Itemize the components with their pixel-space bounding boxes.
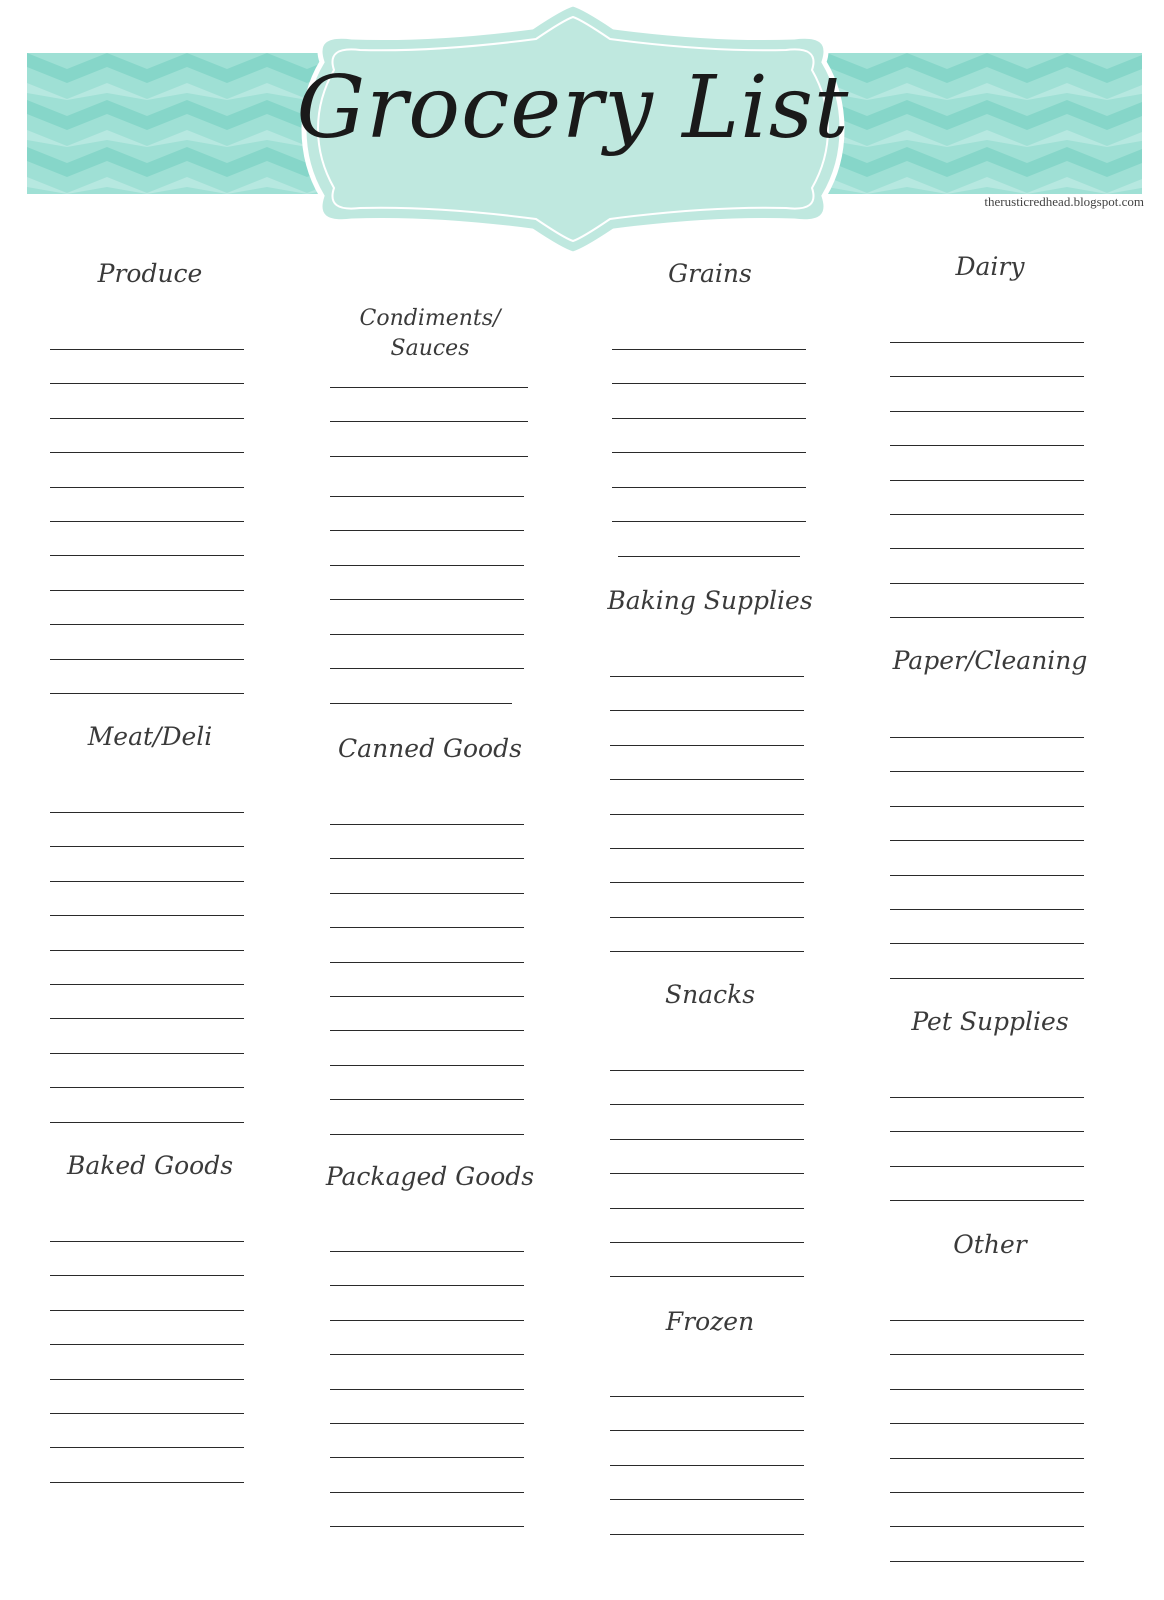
write-line-dairy[interactable]: [890, 548, 1084, 549]
write-line-baking-supplies[interactable]: [610, 745, 804, 746]
section-title-packaged-goods: Packaged Goods: [325, 1162, 535, 1191]
write-line-meat-deli[interactable]: [50, 881, 244, 882]
write-line-frozen[interactable]: [610, 1534, 804, 1535]
write-line-paper-cleaning[interactable]: [890, 737, 1084, 738]
write-line-packaged-goods[interactable]: [330, 1389, 524, 1390]
write-line-condiments-sauces[interactable]: [330, 599, 524, 600]
write-line-pet-supplies[interactable]: [890, 1200, 1084, 1201]
write-line-snacks[interactable]: [610, 1104, 804, 1105]
write-line-packaged-goods[interactable]: [330, 1457, 524, 1458]
write-line-packaged-goods[interactable]: [330, 1320, 524, 1321]
write-line-baking-supplies[interactable]: [610, 848, 804, 849]
write-line-baking-supplies[interactable]: [610, 779, 804, 780]
write-line-paper-cleaning[interactable]: [890, 943, 1084, 944]
write-line-paper-cleaning[interactable]: [890, 909, 1084, 910]
write-line-condiments-sauces[interactable]: [330, 456, 528, 457]
write-line-canned-goods[interactable]: [330, 1134, 524, 1135]
write-line-paper-cleaning[interactable]: [890, 840, 1084, 841]
write-line-other[interactable]: [890, 1492, 1084, 1493]
write-line-frozen[interactable]: [610, 1499, 804, 1500]
write-line-canned-goods[interactable]: [330, 893, 524, 894]
write-line-condiments-sauces[interactable]: [330, 565, 524, 566]
write-line-snacks[interactable]: [610, 1276, 804, 1277]
section-title-condiments-sauces: Condiments/ Sauces: [359, 306, 501, 361]
section-title-grains: Grains: [668, 259, 752, 288]
write-line-produce[interactable]: [50, 418, 244, 419]
write-line-baking-supplies[interactable]: [610, 951, 804, 952]
write-line-baked-goods[interactable]: [50, 1413, 244, 1414]
write-line-meat-deli[interactable]: [50, 1122, 244, 1123]
write-line-snacks[interactable]: [610, 1208, 804, 1209]
section-title-baking-supplies: Baking Supplies: [607, 586, 813, 615]
write-line-paper-cleaning[interactable]: [890, 771, 1084, 772]
write-line-meat-deli[interactable]: [50, 950, 244, 951]
section-title-canned-goods: Canned Goods: [338, 734, 522, 763]
write-line-baked-goods[interactable]: [50, 1310, 244, 1311]
write-line-condiments-sauces[interactable]: [330, 634, 524, 635]
write-line-snacks[interactable]: [610, 1173, 804, 1174]
write-line-packaged-goods[interactable]: [330, 1492, 524, 1493]
write-line-paper-cleaning[interactable]: [890, 978, 1084, 979]
write-line-baked-goods[interactable]: [50, 1379, 244, 1380]
section-title-snacks: Snacks: [664, 980, 756, 1009]
write-line-canned-goods[interactable]: [330, 1065, 524, 1066]
write-line-baked-goods[interactable]: [50, 1275, 244, 1276]
write-line-other[interactable]: [890, 1561, 1084, 1562]
write-line-condiments-sauces[interactable]: [330, 668, 524, 669]
write-line-grains[interactable]: [612, 487, 806, 488]
section-title-dairy: Dairy: [955, 252, 1025, 281]
write-line-other[interactable]: [890, 1354, 1084, 1355]
write-line-other[interactable]: [890, 1526, 1084, 1527]
write-line-produce[interactable]: [50, 624, 244, 625]
write-line-baking-supplies[interactable]: [610, 917, 804, 918]
write-line-canned-goods[interactable]: [330, 996, 524, 997]
write-line-dairy[interactable]: [890, 445, 1084, 446]
write-line-dairy[interactable]: [890, 617, 1084, 618]
write-line-pet-supplies[interactable]: [890, 1166, 1084, 1167]
write-line-canned-goods[interactable]: [330, 927, 524, 928]
write-line-condiments-sauces[interactable]: [330, 421, 528, 422]
write-line-paper-cleaning[interactable]: [890, 875, 1084, 876]
write-line-frozen[interactable]: [610, 1430, 804, 1431]
write-line-dairy[interactable]: [890, 411, 1084, 412]
write-line-condiments-sauces[interactable]: [330, 703, 512, 704]
credit-text: therusticredhead.blogspot.com: [984, 194, 1144, 209]
write-line-grains[interactable]: [612, 418, 806, 419]
write-line-snacks[interactable]: [610, 1139, 804, 1140]
write-line-frozen[interactable]: [610, 1396, 804, 1397]
write-line-paper-cleaning[interactable]: [890, 806, 1084, 807]
write-line-other[interactable]: [890, 1320, 1084, 1321]
write-line-produce[interactable]: [50, 555, 244, 556]
write-line-packaged-goods[interactable]: [330, 1526, 524, 1527]
section-title-other: Other: [953, 1230, 1027, 1259]
write-line-pet-supplies[interactable]: [890, 1097, 1084, 1098]
write-line-meat-deli[interactable]: [50, 1087, 244, 1088]
write-line-canned-goods[interactable]: [330, 1099, 524, 1100]
write-line-meat-deli[interactable]: [50, 846, 244, 847]
write-line-meat-deli[interactable]: [50, 1053, 244, 1054]
write-line-grains[interactable]: [618, 556, 800, 557]
write-line-baking-supplies[interactable]: [610, 882, 804, 883]
write-line-canned-goods[interactable]: [330, 1030, 524, 1031]
write-line-produce[interactable]: [50, 487, 244, 488]
write-line-meat-deli[interactable]: [50, 984, 244, 985]
write-line-other[interactable]: [890, 1458, 1084, 1459]
section-title-baked-goods: Baked Goods: [66, 1151, 234, 1180]
write-line-grains[interactable]: [612, 383, 806, 384]
write-line-condiments-sauces[interactable]: [330, 387, 528, 388]
write-line-packaged-goods[interactable]: [330, 1423, 524, 1424]
section-title-produce: Produce: [97, 259, 203, 288]
write-line-baking-supplies[interactable]: [610, 814, 804, 815]
write-line-grains[interactable]: [612, 349, 806, 350]
write-line-packaged-goods[interactable]: [330, 1285, 524, 1286]
write-line-dairy[interactable]: [890, 342, 1084, 343]
write-line-produce[interactable]: [50, 693, 244, 694]
write-line-canned-goods[interactable]: [330, 824, 524, 825]
section-title-meat-deli: Meat/Deli: [87, 722, 213, 751]
write-line-baked-goods[interactable]: [50, 1344, 244, 1345]
write-line-canned-goods[interactable]: [330, 962, 524, 963]
write-line-baked-goods[interactable]: [50, 1447, 244, 1448]
write-line-baking-supplies[interactable]: [610, 676, 804, 677]
write-line-snacks[interactable]: [610, 1070, 804, 1071]
write-line-condiments-sauces[interactable]: [330, 496, 524, 497]
write-line-produce[interactable]: [50, 659, 244, 660]
write-line-condiments-sauces[interactable]: [330, 530, 524, 531]
write-line-dairy[interactable]: [890, 480, 1084, 481]
write-line-baked-goods[interactable]: [50, 1241, 244, 1242]
write-line-produce[interactable]: [50, 521, 244, 522]
write-line-produce[interactable]: [50, 349, 244, 350]
write-line-meat-deli[interactable]: [50, 915, 244, 916]
write-line-meat-deli[interactable]: [50, 1018, 244, 1019]
write-line-dairy[interactable]: [890, 583, 1084, 584]
write-line-packaged-goods[interactable]: [330, 1251, 524, 1252]
page-title: Grocery List: [296, 58, 850, 158]
write-line-packaged-goods[interactable]: [330, 1354, 524, 1355]
section-title-paper-cleaning: Paper/Cleaning: [892, 646, 1088, 675]
write-line-baking-supplies[interactable]: [610, 710, 804, 711]
section-title-pet-supplies: Pet Supplies: [911, 1007, 1069, 1036]
write-line-grains[interactable]: [612, 521, 806, 522]
write-line-dairy[interactable]: [890, 376, 1084, 377]
write-line-canned-goods[interactable]: [330, 858, 524, 859]
write-line-pet-supplies[interactable]: [890, 1131, 1084, 1132]
write-line-produce[interactable]: [50, 383, 244, 384]
write-line-grains[interactable]: [612, 452, 806, 453]
write-line-baked-goods[interactable]: [50, 1482, 244, 1483]
write-line-snacks[interactable]: [610, 1242, 804, 1243]
write-line-other[interactable]: [890, 1389, 1084, 1390]
write-line-meat-deli[interactable]: [50, 812, 244, 813]
write-line-frozen[interactable]: [610, 1465, 804, 1466]
write-line-other[interactable]: [890, 1423, 1084, 1424]
write-line-dairy[interactable]: [890, 514, 1084, 515]
section-title-frozen: Frozen: [665, 1307, 755, 1336]
write-line-produce[interactable]: [50, 590, 244, 591]
write-line-produce[interactable]: [50, 452, 244, 453]
